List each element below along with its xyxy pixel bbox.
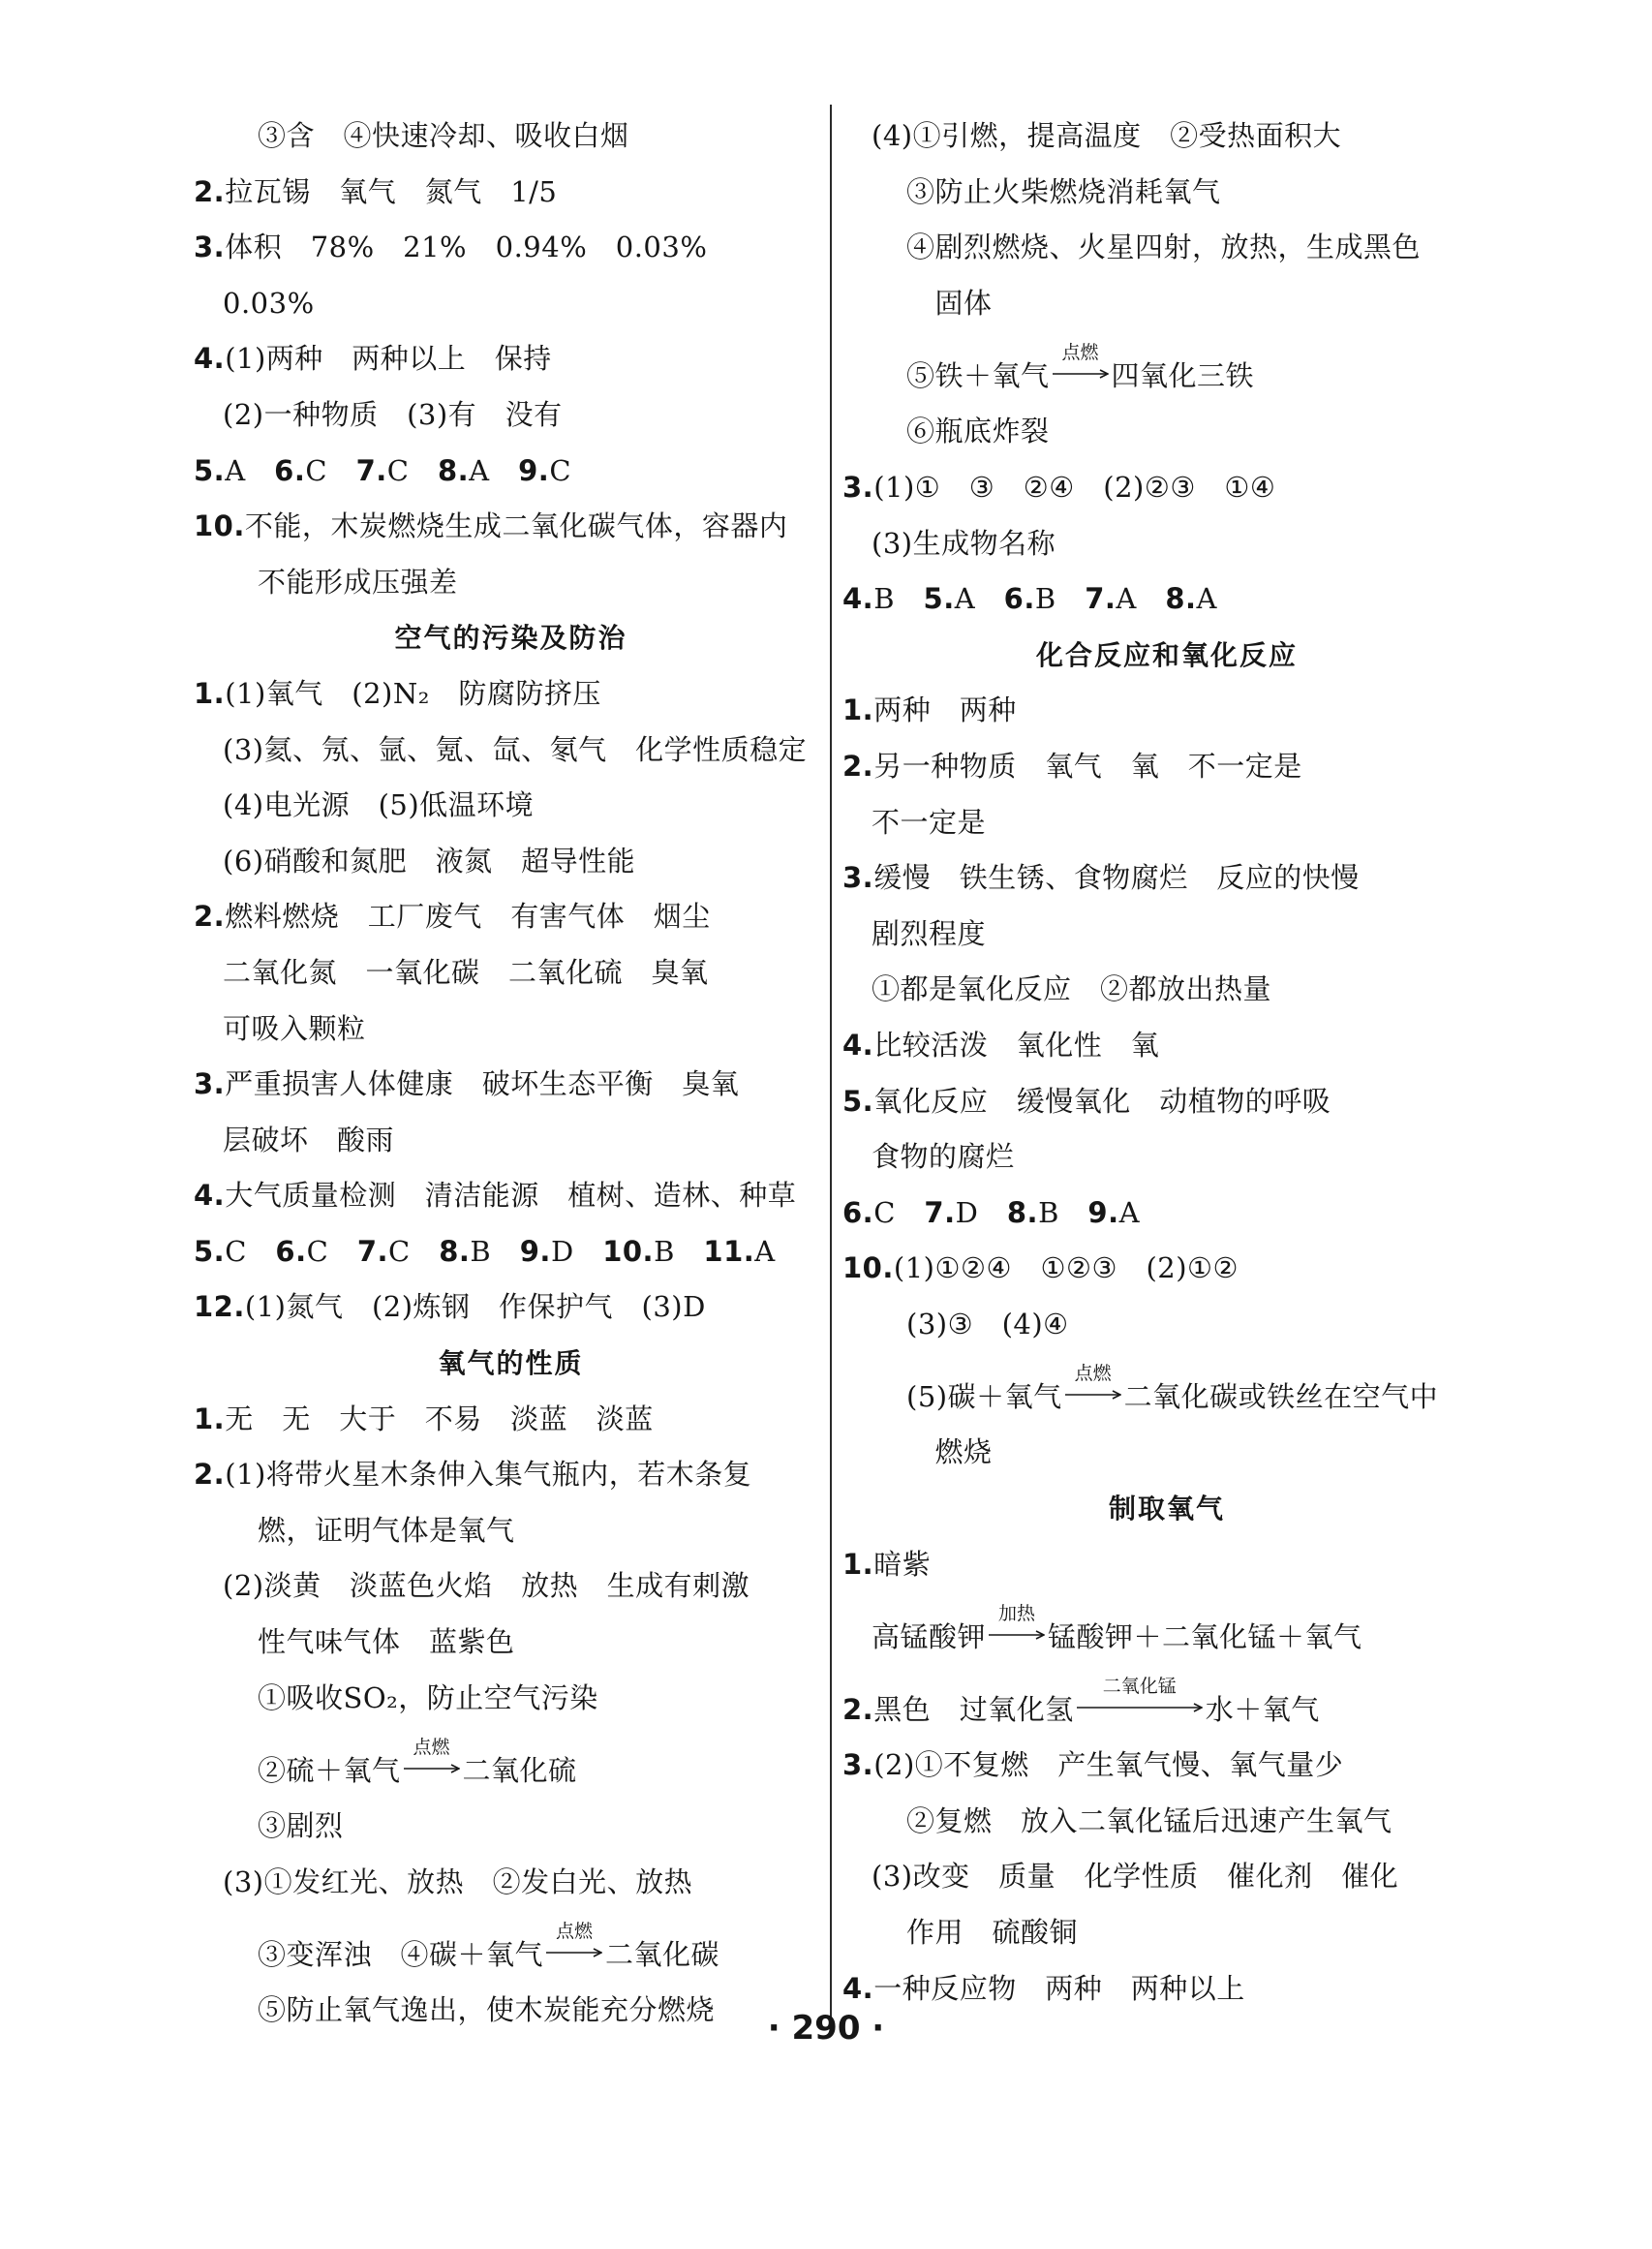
question-number: 10. (842, 1251, 894, 1285)
reaction-condition: 点燃 (1061, 342, 1099, 364)
question-number: 3. (842, 861, 874, 895)
equation-reactants: ③变浑浊 ④碳＋氧气 (258, 1938, 544, 1972)
question-number: 4. (842, 1971, 874, 2005)
answer-text: A (1116, 582, 1166, 616)
answer-text: (3)改变 质量 化学性质 催化剂 催化 (872, 1860, 1399, 1894)
answer-line (842, 1352, 1491, 1425)
question-number: 9. (518, 453, 550, 487)
answer-text: (4)电光源 (5)低温环境 (223, 788, 535, 822)
answer-line (194, 1799, 828, 1855)
answer-line (194, 555, 828, 611)
equation-products: 水＋氧气 (1205, 1693, 1320, 1727)
question-number: 11. (703, 1234, 755, 1268)
reaction-arrow (1053, 342, 1109, 385)
question-number: 3. (194, 1067, 226, 1101)
answer-text: 可吸入颗粒 (223, 1011, 366, 1045)
answer-text: C (386, 453, 438, 487)
answer-text: C (306, 1234, 357, 1268)
question-number: 6. (1003, 582, 1035, 616)
question-number: 1. (194, 676, 226, 710)
answer-line (842, 1425, 1491, 1481)
reaction-arrow (1077, 1676, 1203, 1719)
answer-text: 不一定是 (872, 805, 987, 839)
question-number: 3. (842, 470, 874, 504)
answer-line (842, 220, 1491, 276)
answer-line (194, 1392, 828, 1448)
answer-line (194, 1671, 828, 1727)
question-number: 2. (194, 174, 226, 208)
answer-line (194, 1855, 828, 1911)
answer-line (842, 108, 1491, 165)
right-column (842, 108, 1491, 2017)
answer-line (842, 1592, 1491, 1665)
reaction-condition: 点燃 (556, 1921, 594, 1943)
answer-line (194, 778, 828, 834)
equation-products: 二氧化硫 (462, 1754, 577, 1788)
answer-line (194, 444, 828, 500)
question-number: 7. (356, 1234, 389, 1268)
equation-reactants: 黑色 过氧化氢 (873, 1693, 1074, 1727)
page-number: · 290 · (767, 2009, 885, 2048)
answer-text: (2)①不复燃 产生氧气慢、氧气量少 (873, 1748, 1344, 1782)
answer-text: B (654, 1234, 704, 1268)
equation-reactants: ⑤铁＋氧气 (906, 359, 1050, 393)
answer-text: ③防止火柴燃烧消耗氧气 (906, 174, 1221, 208)
answer-text: (3)③ (4)④ (906, 1307, 1069, 1340)
answer-text: B (1038, 1195, 1088, 1229)
reaction-arrow (989, 1603, 1045, 1647)
answer-line (842, 962, 1491, 1018)
answer-text: (1)①②④ ①②③ (2)①② (893, 1251, 1239, 1285)
answer-text: 制取氧气 (1108, 1493, 1225, 1525)
answer-text: 氧化反应 缓慢氧化 动植物的呼吸 (873, 1084, 1331, 1118)
equation-reactants: ②硫＋氧气 (258, 1754, 401, 1788)
answer-text: (1)氮气 (2)炼钢 作保护气 (3)D (244, 1290, 706, 1324)
answer-line (194, 889, 828, 945)
answer-line (194, 220, 828, 276)
answer-text: 不能，木炭燃烧生成二氧化碳气体，容器内 (244, 509, 788, 543)
answer-text: 氧气的性质 (438, 1347, 584, 1380)
answer-line (194, 499, 828, 555)
section-heading (194, 610, 828, 666)
question-number: 1. (194, 1402, 226, 1435)
answer-line (194, 108, 828, 165)
answer-line (842, 571, 1491, 628)
answer-line (194, 945, 828, 1001)
answer-text: A (1196, 582, 1217, 616)
question-number: 4. (842, 1028, 874, 1062)
answer-line (842, 460, 1491, 516)
answer-line (842, 1129, 1491, 1186)
question-number: 4. (842, 582, 874, 616)
arrow-icon (1065, 1390, 1121, 1400)
answer-text: B (470, 1234, 520, 1268)
answer-line (194, 1615, 828, 1671)
answer-text: 二氧化氮 一氧化碳 二氧化硫 臭氧 (223, 955, 709, 989)
reaction-condition: 点燃 (413, 1737, 450, 1759)
answer-text: D (550, 1234, 603, 1268)
answer-text: C (388, 1234, 440, 1268)
reaction-arrow (404, 1737, 460, 1780)
answer-line (194, 1168, 828, 1224)
question-number: 7. (924, 1195, 956, 1229)
answer-line (194, 1224, 828, 1280)
answer-text: (3)①发红光、放热 ②发白光、放热 (223, 1864, 693, 1898)
answer-text: C (225, 1234, 276, 1268)
answer-text: 另一种物质 氧气 氧 不一定是 (873, 749, 1302, 783)
question-number: 2. (842, 749, 874, 783)
answer-text: (1)① ③ ②④ (2)②③ ①④ (873, 470, 1276, 504)
answer-line (842, 850, 1491, 907)
answer-line (194, 331, 828, 387)
answer-line (194, 723, 828, 779)
question-number: 4. (194, 1179, 226, 1213)
answer-line (842, 1297, 1491, 1353)
answer-text: A (469, 453, 519, 487)
answer-text: 燃料燃烧 工厂废气 有害气体 烟尘 (225, 900, 711, 934)
answer-text: 体积 78% 21% 0.94% 0.03% (225, 231, 708, 264)
equation-products: 四氧化三铁 (1111, 359, 1255, 393)
question-number: 8. (1006, 1195, 1039, 1229)
answer-line (194, 276, 828, 332)
answer-text: 不能形成压强差 (258, 565, 458, 599)
answer-text: 空气的污染及防治 (394, 622, 627, 655)
answer-line (194, 387, 828, 444)
answer-line (842, 1738, 1491, 1794)
answer-line (842, 1074, 1491, 1130)
answer-text: 两种 两种 (873, 693, 1017, 727)
answer-line (842, 331, 1491, 404)
answer-text: (1)两种 两种以上 保持 (225, 342, 552, 376)
answer-text: ⑥瓶底炸裂 (906, 415, 1050, 448)
arrow-icon (989, 1630, 1045, 1640)
answer-text: 层破坏 酸雨 (223, 1123, 395, 1156)
answer-text: ③含 ④快速冷却、吸收白烟 (258, 119, 629, 152)
left-column (194, 108, 828, 2039)
arrow-icon (546, 1948, 602, 1957)
answer-text: 无 无 大于 不易 淡蓝 淡蓝 (225, 1402, 654, 1435)
question-number: 7. (355, 453, 387, 487)
answer-line (842, 1018, 1491, 1074)
answer-line (842, 165, 1491, 221)
answer-text: ①吸收SO₂，防止空气污染 (258, 1680, 598, 1714)
answer-text: 暗紫 (873, 1547, 932, 1581)
answer-text: 0.03% (223, 286, 315, 320)
answer-text: ④剧烈燃烧、火星四射，放热，生成黑色 (906, 231, 1422, 264)
answer-line (842, 276, 1491, 332)
question-number: 6. (275, 1234, 307, 1268)
answer-line (194, 1558, 828, 1615)
answer-text: (4)①引燃，提高温度 ②受热面积大 (872, 119, 1342, 152)
answer-text: 拉瓦锡 氧气 氮气 1/5 (225, 174, 558, 208)
answer-text: 作用 硫酸铜 (906, 1916, 1079, 1950)
answer-line (842, 1849, 1491, 1905)
question-number: 5. (194, 453, 226, 487)
question-number: 3. (842, 1748, 874, 1782)
section-heading (842, 628, 1491, 684)
answer-text: B (1034, 582, 1086, 616)
answer-text: C (873, 1195, 925, 1229)
answer-line (194, 1447, 828, 1503)
answer-text: ②复燃 放入二氧化锰后迅速产生氧气 (906, 1803, 1392, 1837)
answer-text: (3)氦、氖、氩、氪、氙、氡气 化学性质稳定 (223, 732, 808, 766)
answer-line (842, 907, 1491, 963)
question-number: 2. (842, 1693, 874, 1727)
question-number: 5. (842, 1084, 874, 1118)
answer-text: C (549, 453, 572, 487)
equation-products: 二氧化碳 (605, 1938, 720, 1972)
question-number: 2. (194, 1458, 226, 1492)
question-number: 5. (923, 582, 955, 616)
answer-text: 大气质量检测 清洁能源 植树、造林、种草 (225, 1179, 797, 1213)
reaction-arrow (1065, 1363, 1121, 1406)
reaction-condition: 二氧化锰 (1102, 1676, 1177, 1698)
answer-text: 固体 (906, 286, 993, 320)
answer-text: 剧烈程度 (872, 916, 987, 950)
question-number: 5. (194, 1234, 226, 1268)
question-number: 12. (194, 1290, 245, 1324)
answer-text: ⑤防止氧气逸出，使木炭能充分燃烧 (258, 1993, 716, 2027)
arrow-icon (1053, 369, 1109, 379)
answer-text: (1)氧气 (2)N₂ 防腐防挤压 (225, 676, 601, 710)
question-number: 8. (1165, 582, 1197, 616)
reaction-condition: 加热 (998, 1603, 1036, 1625)
answer-text: A (225, 453, 275, 487)
answer-text: 缓慢 铁生锈、食物腐烂 反应的快慢 (873, 861, 1360, 895)
equation-products: 锰酸钾＋二氧化锰＋氧气 (1048, 1620, 1362, 1654)
answer-line (194, 1503, 828, 1559)
question-number: 7. (1085, 582, 1117, 616)
question-number: 8. (437, 453, 470, 487)
answer-text: D (955, 1195, 1007, 1229)
answer-line (842, 404, 1491, 460)
answer-text: 燃烧 (906, 1435, 993, 1469)
answer-text: 食物的腐烂 (872, 1140, 1015, 1174)
equation-reactants: 高锰酸钾 (872, 1620, 987, 1654)
answer-line (842, 1241, 1491, 1297)
answer-text: 比较活泼 氧化性 氧 (873, 1028, 1160, 1062)
equation-reactants: (5)碳＋氧气 (906, 1380, 1062, 1414)
question-number: 3. (194, 231, 226, 264)
answer-line (194, 1279, 828, 1336)
answer-text: (6)硝酸和氮肥 液氮 超导性能 (223, 844, 636, 878)
answer-line (842, 739, 1491, 795)
answer-text: (3)生成物名称 (872, 526, 1056, 560)
answer-text: 燃，证明气体是氧气 (258, 1513, 515, 1547)
answer-text: 严重损害人体健康 破坏生态平衡 臭氧 (225, 1067, 740, 1101)
question-number: 4. (194, 342, 226, 376)
section-heading (842, 1481, 1491, 1537)
arrow-icon (404, 1764, 460, 1773)
answer-line (842, 1665, 1491, 1738)
question-number: 8. (439, 1234, 471, 1268)
answer-text: (2)淡黄 淡蓝色火焰 放热 生成有刺激 (223, 1569, 750, 1603)
answer-text: 一种反应物 两种 两种以上 (873, 1971, 1245, 2005)
question-number: 6. (274, 453, 306, 487)
question-number: 1. (842, 693, 874, 727)
answer-text: A (1118, 1195, 1141, 1229)
answer-text: B (873, 582, 924, 616)
answer-line (194, 666, 828, 723)
answer-text: (1)将带火星木条伸入集气瓶内，若木条复 (225, 1458, 752, 1492)
answer-line (194, 165, 828, 221)
answer-line (842, 1794, 1491, 1850)
answer-line (194, 834, 828, 890)
answer-line (842, 1186, 1491, 1242)
answer-line (194, 1113, 828, 1169)
question-number: 10. (602, 1234, 655, 1268)
answer-line (842, 516, 1491, 572)
answer-text: (2)一种物质 (3)有 没有 (223, 397, 563, 431)
question-number: 2. (194, 900, 226, 934)
answer-text: C (305, 453, 356, 487)
answer-text: A (754, 1234, 776, 1268)
answer-line (194, 1001, 828, 1058)
answer-line (842, 1537, 1491, 1593)
answer-line (842, 683, 1491, 739)
question-number: 6. (842, 1195, 874, 1229)
answer-line (842, 1905, 1491, 1961)
answer-text: ③剧烈 (258, 1809, 344, 1843)
answer-text: 化合反应和氧化反应 (1035, 638, 1298, 671)
answer-line (194, 1057, 828, 1113)
answer-line (842, 795, 1491, 851)
reaction-arrow (546, 1921, 602, 1964)
answer-text: ①都是氧化反应 ②都放出热量 (872, 972, 1272, 1006)
section-heading (194, 1336, 828, 1392)
arrow-icon (1077, 1703, 1203, 1712)
question-number: 1. (842, 1547, 874, 1581)
equation-products: 二氧化碳或铁丝在空气中 (1123, 1380, 1439, 1414)
answer-text: 性气味气体 蓝紫色 (258, 1625, 515, 1659)
question-number: 10. (194, 509, 245, 543)
column-divider (830, 105, 832, 2018)
question-number: 9. (1087, 1195, 1119, 1229)
answer-line (194, 1726, 828, 1799)
question-number: 9. (519, 1234, 551, 1268)
answer-text: A (954, 582, 1004, 616)
answer-line (194, 1910, 828, 1983)
reaction-condition: 点燃 (1074, 1363, 1112, 1385)
